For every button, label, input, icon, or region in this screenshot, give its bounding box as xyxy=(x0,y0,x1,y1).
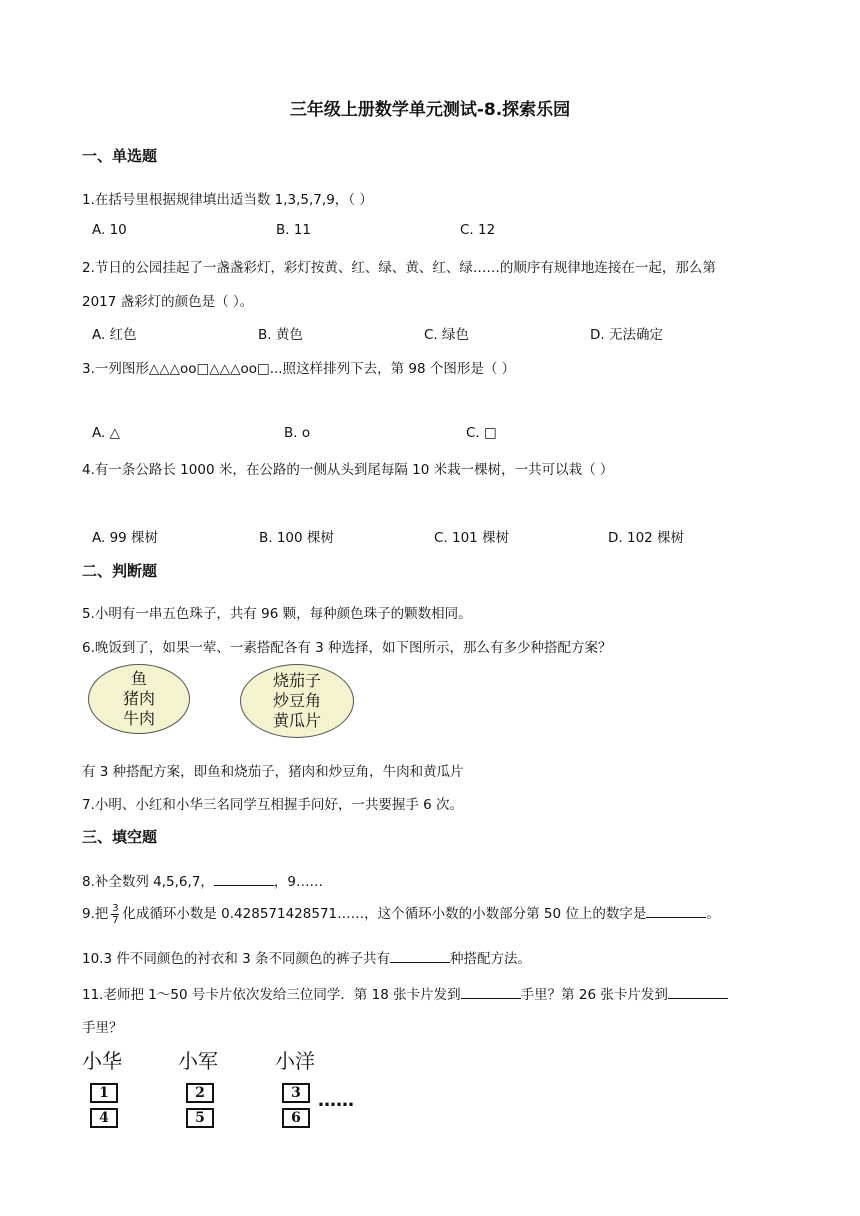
q3-option-b[interactable]: B. o xyxy=(284,425,311,441)
q9-blank[interactable] xyxy=(646,905,706,918)
q3-option-a[interactable]: A. △ xyxy=(92,425,120,441)
section-heading-fill-blank: 三、填空题 xyxy=(82,828,158,846)
q1-option-b[interactable]: B. 11 xyxy=(276,222,312,238)
q2-option-a[interactable]: A. 红色 xyxy=(92,327,137,343)
meat-option: 牛肉 xyxy=(122,709,155,728)
student-name: 小军 xyxy=(178,1049,218,1073)
q2-option-c[interactable]: C. 绿色 xyxy=(424,327,470,343)
q4-option-c[interactable]: C. 101 棵树 xyxy=(434,530,510,546)
q9-text-c: 。 xyxy=(706,906,720,922)
question-1: 1.在括号里根据规律填出适当数 1,3,5,7,9，（ ） xyxy=(82,192,373,208)
section-heading-true-false: 二、判断题 xyxy=(82,562,158,580)
q10-text-a: 10.3 件不同颜色的衬衣和 3 条不同颜色的裤子共有 xyxy=(82,951,391,967)
page-title: 三年级上册数学单元测试-8.探索乐园 xyxy=(289,100,571,120)
question-6-statement: 有 3 种搭配方案，即鱼和烧茄子，猪肉和炒豆角，牛肉和黄瓜片 xyxy=(82,764,464,780)
question-4: 4.有一条公路长 1000 米，在公路的一侧从头到尾每隔 10 米栽一棵树，一共可以栽（ ） xyxy=(82,462,614,478)
continuation-dots: …… xyxy=(318,1090,354,1111)
meat-option: 鱼 xyxy=(130,669,147,688)
fraction xyxy=(111,903,119,926)
card: 4 xyxy=(90,1108,118,1128)
q11-text-b: 手里？第 26 张卡片发到 xyxy=(520,987,668,1003)
student-name: 小洋 xyxy=(275,1049,315,1073)
q10-text-b: 种搭配方法。 xyxy=(450,951,532,967)
meat-options-ellipse xyxy=(88,664,190,734)
question-11-line2: 手里？ xyxy=(82,1020,123,1036)
q1-option-a[interactable]: A. 10 xyxy=(92,222,127,238)
section-heading-single-choice: 一、单选题 xyxy=(82,147,158,165)
question-5: 5.小明有一串五色珠子，共有 96 颗，每种颜色珠子的颗数相同。 xyxy=(82,606,472,622)
fraction-denominator: 7 xyxy=(112,914,119,926)
question-7: 7.小明、小红和小华三名同学互相握手问好，一共要握手 6 次。 xyxy=(82,797,464,813)
vegetable-options-ellipse xyxy=(240,664,354,738)
q8-text-a: 8.补全数列 4,5,6,7， xyxy=(82,874,214,890)
question-10 xyxy=(82,947,531,967)
veg-option: 烧茄子 xyxy=(272,671,321,690)
card: 2 xyxy=(186,1083,214,1103)
q8-blank[interactable] xyxy=(214,873,274,886)
q2-option-d[interactable]: D. 无法确定 xyxy=(590,327,663,343)
question-8 xyxy=(82,870,323,890)
question-3: 3.一列图形△△△oo□△△△oo□...照这样排列下去，第 98 个图形是（ ） xyxy=(82,361,516,377)
question-2-line1: 2.节日的公园挂起了一盏盏彩灯，彩灯按黄、红、绿、黄、红、绿……的顺序有规律地连接在一起，那么第 xyxy=(82,260,716,276)
fraction-numerator: 3 xyxy=(112,902,119,914)
q4-option-a[interactable]: A. 99 棵树 xyxy=(92,530,159,546)
card: 1 xyxy=(90,1083,118,1103)
q9-text-b: 化成循环小数是 0.428571428571……，这个循环小数的小数部分第 50 位上的数字是 xyxy=(122,906,647,922)
q8-text-b: ，9…… xyxy=(273,874,323,890)
card: 6 xyxy=(282,1108,310,1128)
q9-text-a: 9.把 xyxy=(82,906,109,922)
q1-option-c[interactable]: C. 12 xyxy=(460,222,496,238)
q4-option-d[interactable]: D. 102 棵树 xyxy=(608,530,685,546)
card: 3 xyxy=(282,1083,310,1103)
question-9 xyxy=(82,902,720,926)
question-6: 6.晚饭到了，如果一荤、一素搭配各有 3 种选择，如下图所示，那么有多少种搭配方案？ xyxy=(82,640,612,656)
q11-blank-1[interactable] xyxy=(461,986,521,999)
q3-option-c[interactable]: C. □ xyxy=(466,425,497,441)
question-11-line1 xyxy=(82,983,728,1003)
veg-option: 炒豆角 xyxy=(272,691,321,710)
q2-option-b[interactable]: B. 黄色 xyxy=(258,327,303,343)
q10-blank[interactable] xyxy=(390,950,450,963)
card: 5 xyxy=(186,1108,214,1128)
q11-blank-2[interactable] xyxy=(668,986,728,999)
question-2-line2: 2017 盏彩灯的颜色是（ ）。 xyxy=(82,294,254,310)
q11-text-a: 11.老师把 1～50 号卡片依次发给三位同学．第 18 张卡片发到 xyxy=(82,987,461,1003)
q4-option-b[interactable]: B. 100 棵树 xyxy=(259,530,334,546)
meat-option: 猪肉 xyxy=(122,689,155,708)
student-name: 小华 xyxy=(82,1049,122,1073)
veg-option: 黄瓜片 xyxy=(272,711,321,730)
